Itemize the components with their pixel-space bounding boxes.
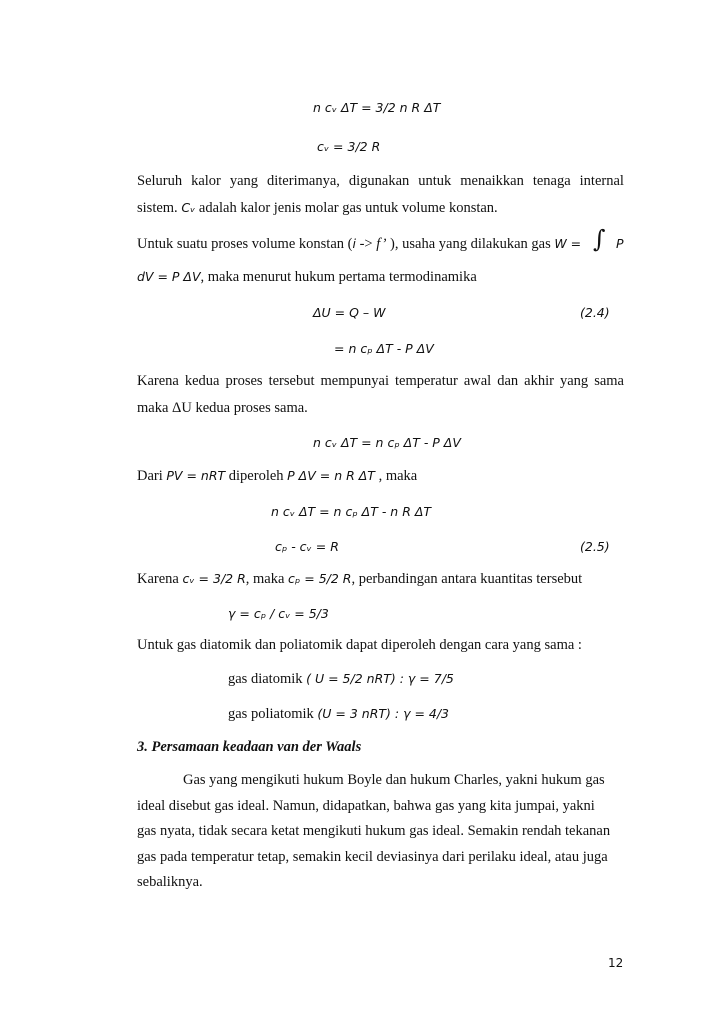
text-run: Dari [137, 468, 167, 484]
paragraph-line [137, 235, 581, 253]
text-run: Untuk suatu proses volume konstan ( [137, 236, 353, 252]
math-expression: ( U = 5/2 nRT) : γ = 7/5 [306, 671, 454, 686]
equation-mayer: cₚ - cᵥ = R [275, 539, 339, 554]
word: Seluruh [137, 173, 183, 189]
text-run: adalah kalor jenis molar gas untuk volume konstan. [195, 200, 498, 216]
section-heading: 3. Persamaan keadaan van der Waals [137, 739, 362, 755]
word: dan [497, 373, 519, 389]
word: kalor [191, 173, 221, 189]
equation-number: (2.5) [580, 539, 610, 554]
paragraph-line [137, 467, 417, 485]
paragraph-line [137, 268, 477, 286]
math-expression: P ΔV = n R ΔT [287, 468, 375, 483]
paragraph-line: Gas yang mengikuti hukum Boyle dan hukum Charles, yakni hukum gas [183, 772, 605, 788]
math-symbol: W = [554, 236, 582, 251]
equation-cv: cᵥ = 3/2 R [317, 139, 381, 154]
paragraph-line [137, 199, 498, 217]
equation-internal-energy: n cᵥ ΔT = 3/2 n R ΔT [313, 100, 441, 115]
paragraph-line: ideal disebut gas ideal. Namun, didapatkan, bahwa gas yang kita jumpai, yakni [137, 798, 595, 814]
text-run: gas poliatomik [228, 706, 318, 722]
paragraph-line: sebaliknya. [137, 874, 203, 890]
equation-gamma: γ = cₚ / cᵥ = 5/3 [228, 606, 329, 621]
page-number: 12 [608, 956, 624, 970]
word: tersebut [268, 373, 315, 389]
text-run: , maka [245, 571, 289, 587]
word: tenaga [532, 173, 571, 189]
word: internal [579, 173, 624, 189]
paragraph-line: Untuk gas diatomik dan poliatomik dapat diperoleh dengan cara yang sama : [137, 637, 582, 653]
word: awal [463, 373, 492, 389]
integral-sign: ∫ [593, 225, 606, 253]
equation-first-law-cont: = n cₚ ΔT - P ΔV [334, 341, 434, 356]
paragraph-line: gas pada temperatur tetap, semakin kecil deviasinya dari perilaku ideal, atau juga [137, 849, 608, 865]
text-run: -> [355, 236, 377, 252]
math-symbol: P [616, 236, 624, 251]
equation-number: (2.4) [580, 305, 610, 320]
text-run: sistem. [137, 200, 178, 216]
word: akhir [524, 373, 554, 389]
math-expression: (U = 3 nRT) : γ = 4/3 [317, 706, 450, 721]
math-symbol: Cᵥ [181, 200, 196, 215]
word: temperatur [395, 373, 458, 389]
word: kedua [184, 373, 220, 389]
word: diterimanya, [267, 173, 340, 189]
math-symbol: f’ [376, 236, 387, 252]
math-symbol: i [352, 236, 356, 251]
text-run: gas diatomik [228, 671, 307, 687]
math-expression: cᵥ = 3/2 R [182, 571, 246, 586]
text-run: ), usaha yang dilakukan gas [386, 236, 555, 252]
word: yang [559, 373, 589, 389]
word: mempunyai [320, 373, 389, 389]
word: untuk [418, 173, 452, 189]
paragraph-line [137, 172, 624, 190]
math-expression: dV = P ΔV [137, 269, 201, 284]
math-expression: cₚ = 5/2 R [288, 571, 352, 586]
text-run: , perbandingan antara kuantitas tersebut [351, 571, 583, 587]
word: digunakan [348, 173, 410, 189]
word: proses [225, 373, 263, 389]
word: yang [229, 173, 259, 189]
equation-substitution: n cᵥ ΔT = n cₚ ΔT - n R ΔT [271, 504, 432, 519]
paragraph-line: maka ΔU kedua proses sama. [137, 400, 308, 416]
word: sama [594, 373, 624, 389]
paragraph-line: gas nyata, tidak secara ketat mengikuti hukum gas ideal. Semakin rendah tekanan [137, 823, 611, 839]
paragraph-line [137, 570, 582, 588]
text-run: , maka [374, 468, 418, 484]
polyatomic-line [228, 705, 449, 723]
text-run: , maka menurut hukum pertama termodinamika [200, 269, 477, 285]
text-run: diperoleh [225, 468, 288, 484]
equation-equality: n cᵥ ΔT = n cₚ ΔT - P ΔV [313, 435, 461, 450]
diatomic-line [228, 670, 454, 688]
equation-first-law: ΔU = Q – W [313, 305, 386, 320]
math-expression: PV = nRT [166, 468, 226, 483]
paragraph-line [137, 372, 624, 390]
word: Karena [137, 373, 179, 389]
text-run: Karena [137, 571, 183, 587]
word: menaikkan [460, 173, 524, 189]
